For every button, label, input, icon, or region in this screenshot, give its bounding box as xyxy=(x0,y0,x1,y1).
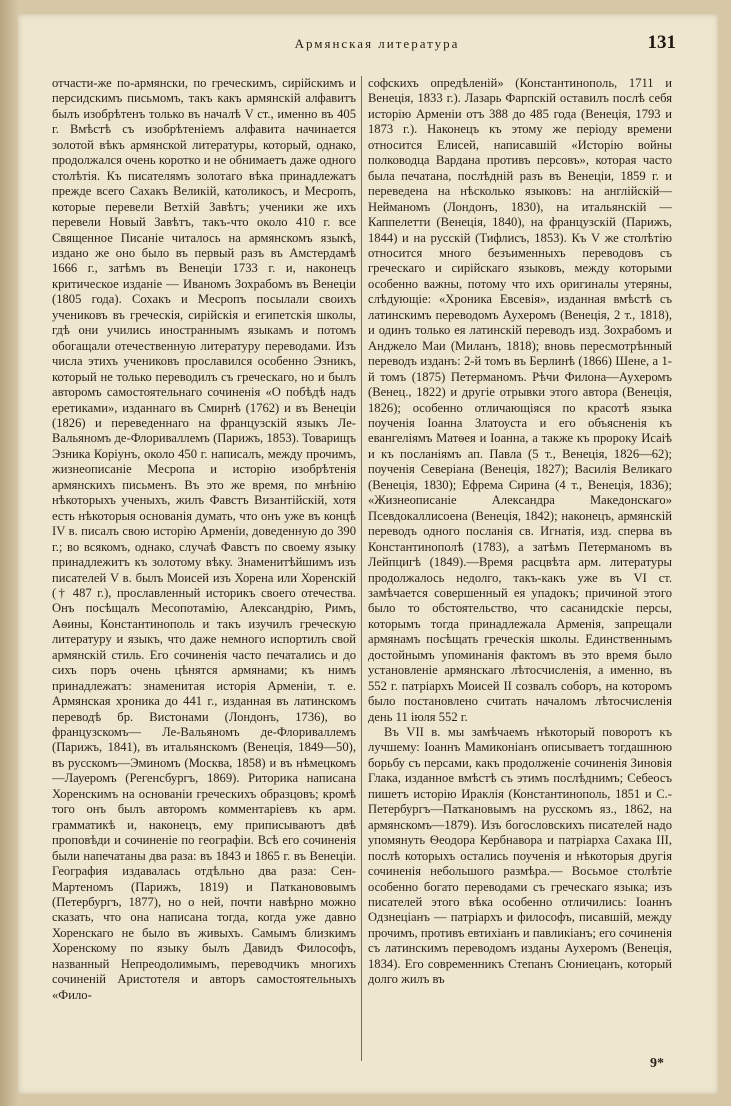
printer-signature-mark: 9* xyxy=(650,1056,664,1071)
page-number: 131 xyxy=(647,32,676,53)
running-title: Армянская литература xyxy=(294,36,460,51)
right-column xyxy=(368,76,672,1066)
right-column-paragraph-2: Въ VII в. мы замѣчаемъ нѣкоторый поворотъ къ лучшему: Іоаннъ Мамиконіанъ описываетъ тогдашнюю борьбу съ персами, какъ продолженіе сочиненія Зиновія Глака, изданное вмѣстѣ съ этимъ послѣднимъ; Себеосъ пишетъ исторію Ираклія (Константинополь, 1851 и С.-Петербургъ—Паткановымъ на русскомъ яз., 1862, на армянскомъ—1879). Изъ богословскихъ писателей надо упомянуть Ѳеодора Кербнавора и патріарха Сахака III, послѣ которыхъ остались поученія и нѣкоторыя другія сочиненія небольшого размѣра.— Восьмое столѣтіе особенно богато переводами съ греческаго языка; изъ писателей этого вѣка особенно отличились: Іоаннъ Одзнеціанъ — патріархъ и философъ, писавшій, между прочимъ, противъ евтихіанъ и павликіанъ; его сочиненія съ латинскимъ переводомъ изданы Аухеромъ (Венеція, 1834). Его современникъ Степанъ Сюниецанъ, который долго жилъ въ xyxy=(368,725,672,987)
column-divider xyxy=(361,76,362,1061)
page-header xyxy=(66,32,688,60)
page-gutter xyxy=(0,0,18,1106)
left-column-paragraph: отчасти-же по-армянски, по греческимъ, сирійскимъ и персидскимъ письмомъ, такъ какъ армянскій алфавитъ былъ изобрѣтенъ только въ началѣ V ст., именно въ 405 г. Вмѣстѣ съ изобрѣтеніемъ алфавита начинается золотой вѣкъ армянской литературы, который, однако, продолжался очень коротко и не обнимаетъ даже одного столѣтія. Къ писателямъ золотаго вѣка принадлежатъ прежде всего Сахакъ Великій, католикосъ, и Месропъ, которые перевели Ветхій Завѣтъ; ученики же ихъ перевели Новый Завѣтъ, такъ-что около 410 г. все Священное Писаніе читалось на армянскомъ языкѣ, издано же оно было въ первый разъ въ Амстердамѣ 1666 г., затѣмъ въ Венеціи 1733 г. и, наконецъ критическое изданіе — Иваномъ Зохрабомъ въ Венеціи (1805 года). Сохакъ и Месропъ посылали своихъ учениковъ въ греческія, сирійскія и египетскія школы, гдѣ они учились иностраннымъ языкамъ и потомъ обогащали отечественную литературу переводами. Изъ числа этихъ учениковъ прославился особенно Эзникъ, который не только переводилъ съ греческаго, но и былъ авторомъ самостоятельнаго сочиненія «О побѣдѣ надъ еретиками», изданнаго въ Смирнѣ (1762) и въ Венеціи (1826) и переведеннаго на французскій языкъ Ле-Вальяномъ де-Флориваллемъ (Парижъ, 1853). Товарищъ Эзника Коріунъ, около 450 г. написалъ, между прочимъ, жизнеописаніе Месропа и исторію изобрѣтенія армянскихъ письменъ. Въ это же время, по мнѣнію нѣкоторыхъ ученыхъ, жилъ Фавстъ Византійскій, хотя есть нѣкоторыя основанія думать, что онъ уже въ концѣ IV в. писалъ свою исторію Арменіи, доведенную до 390 г.; во всякомъ, однако, случаѣ Фавстъ по своему языку принадлежитъ къ золотому вѣку. Знаменитѣйшимъ изъ писателей V в. былъ Моисей изъ Хорена или Хоренскій († 487 г.), прославленный историкъ своего отечества. Онъ посѣщалъ Месопотамію, Александрію, Римъ, Аѳины, Константинополь и такъ изучилъ греческую литературу и языкъ, что даже немного испортилъ свой армянскій стиль. Его сочиненія часто печатались и до сихъ поръ очень цѣнятся армянами; къ нимъ принадлежатъ: знаменитая исторія Арменіи, т. е. Армянская хроника до 441 г., изданная въ латинскомъ переводѣ бр. Вистонами (Лондонъ, 1736), во французскомъ— Ле-Вальяномъ де-Флориваллемъ (Парижъ, 1841), въ итальянскомъ (Венеція, 1849—50), въ русскомъ—Эминомъ (Москва, 1858) и въ нѣмецкомъ—Лауеромъ (Регенсбургъ, 1869). Риторика написана Хоренскимъ на основаніи греческихъ образцовъ; кромѣ того онъ былъ авторомъ комментаріевъ къ арм. грамматикѣ и, наконецъ, ему приписываютъ двѣ проповѣди и сочиненіе по географіи. Всѣ его сочиненія были напечатаны два раза: въ 1843 и 1865 г. въ Венеціи. География издавалась отдѣльно два раза: Сен-Мартеномъ (Парижъ, 1819) и Патканововымъ (Петербургъ, 1877), но о ней, почти навѣрно можно сказать, что она написана тогда, когда уже давно Хоренскаго не было въ живыхъ. Самымъ близкимъ Хоренскому по языку былъ Давидъ Философъ, названный Непреодолимымъ, переводчикъ многихъ сочиненій Аристотеля и авторъ самостоятельныхъ «Фило- xyxy=(52,76,356,1002)
right-column-paragraph-1: софскихъ опредѣленій» (Константинополь, 1711 и Венеція, 1833 г.). Лазарь Фарпскій оставилъ послѣ себя исторію Арменіи отъ 388 до 485 года (Венеція, 1793 и 1873 г.). Наконецъ къ этому же періоду времени относится Елисей, написавшій «Исторію войны полководца Вардана противъ персовъ», которая часто была печатана, послѣдній разъ въ Венеціи, 1859 г. и переведена на нѣсколько языковъ: на англійскій—Нейманомъ (Лондонъ, 1830), на итальянскій — Каппелетти (Венеція, 1840), на французскій (Парижъ, 1844) и на русскій (Тифлисъ, 1853). Къ V же столѣтію относится много безъименныхъ переводовъ съ греческаго и сирійскаго языковъ, между которыми особенно важны, потому что ихъ оригиналы утеряны, слѣдующіе: «Хроника Евсевія», изданная вмѣстѣ съ латинскимъ переводомъ Аухеромъ (Венеція, 2 т., 1818), и одинъ только ея латинскій переводъ изд. Зохрабомъ и Анджело Маи (Миланъ, 1818); вновь пересмотрѣнный переводъ изданъ: 2-й томъ въ Берлинѣ (1866) Шене, а 1-й томъ (1875) Петерманомъ. Рѣчи Филона—Аухеромъ (Венец., 1822) и другіе отрывки этого автора (Венеція, 1826); особенно отличающіяся по красотѣ языка поученія Іоанна Златоуста и его объясненія къ евангеліямъ Матѳея и Іоанна, а также къ пророку Исаіѣ и къ посланіямъ ап. Павла (5 т., Венеція, 1826—62); поученія Северіана (Венеція, 1827); Василія Великаго (Венеція, 1830); Ефрема Сирина (4 т., Венеція, 1836); «Жизнеописаніе Александра Македонскаго» Псевдокаллисоена (Венеція, 1842); наконецъ, армянскій переводъ одного посланія св. Игнатія, изд. сперва въ Константинополѣ (1783), а затѣмъ Петерманомъ въ Лейпцигѣ (1849).—Время расцвѣта арм. литературы продолжалось недолго, такъ-какъ уже въ VI ст. замѣчается совершенный ея упадокъ; причиной этого было то обстоятельство, что сасанидскіе персы, которымъ тогда принадлежала Арменія, запрещали армянамъ посѣщать греческія школы. Единственнымъ достойнымъ упоминанія фактомъ въ это время было установленіе армянскаго лѣтосчисленія, а именно, въ 552 г. патріархъ Моисей II созвалъ соборъ, на которомъ было постановлено считать началомъ лѣтосчисленія день 11 іюля 552 г. xyxy=(368,76,672,724)
left-column xyxy=(52,76,356,1066)
book-page xyxy=(18,14,718,1094)
